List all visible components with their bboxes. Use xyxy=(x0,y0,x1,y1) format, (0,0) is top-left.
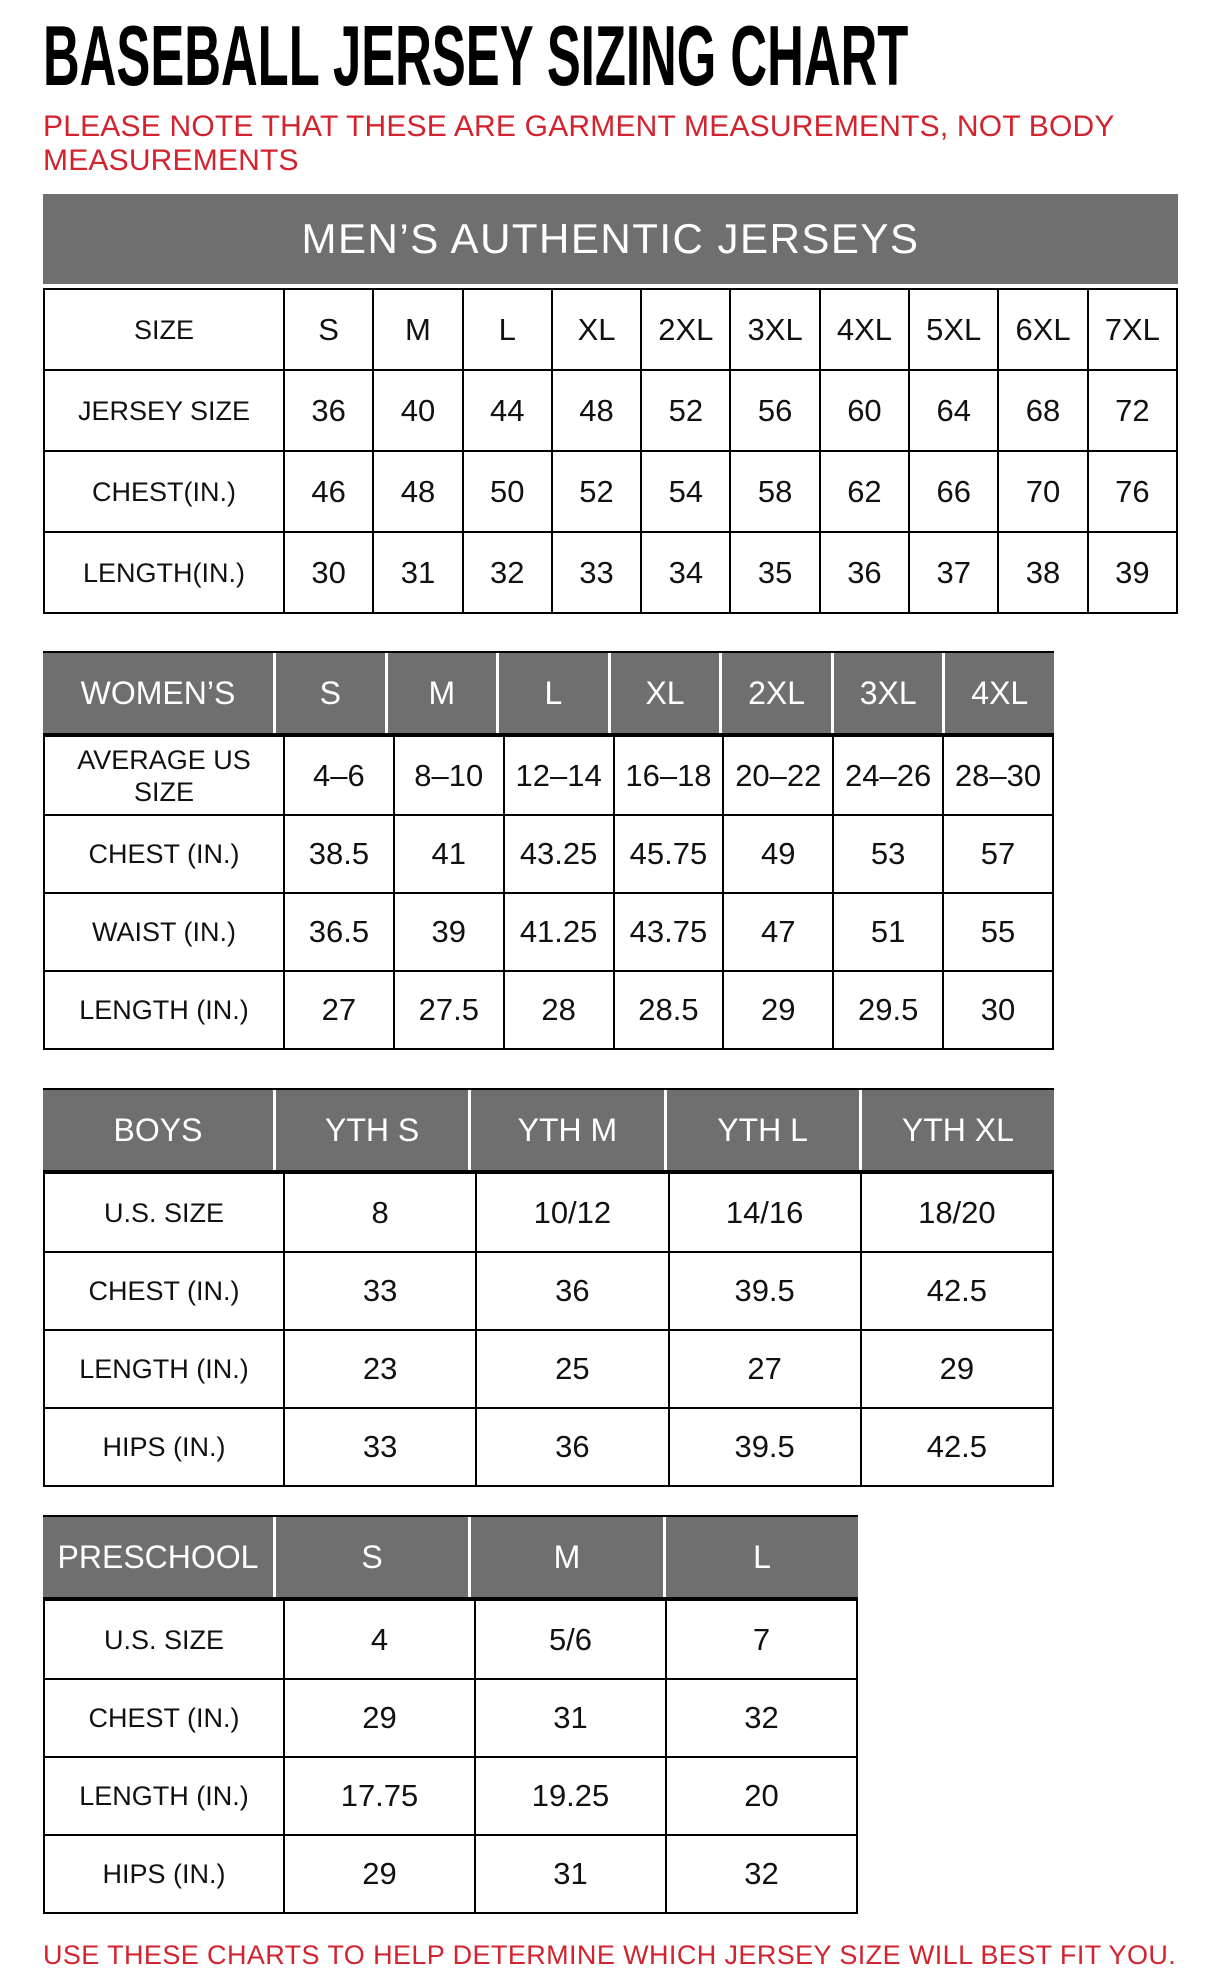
table-cell: 42.5 xyxy=(861,1408,1053,1486)
column-header: S xyxy=(276,653,385,733)
table-cell: 7XL xyxy=(1088,289,1177,370)
row-label: CHEST (IN.) xyxy=(44,1252,284,1330)
table-cell: 7 xyxy=(666,1601,857,1679)
table-cell: 18/20 xyxy=(861,1174,1053,1252)
table-cell: 62 xyxy=(820,451,909,532)
column-header: XL xyxy=(611,653,720,733)
table-cell: 47 xyxy=(723,893,833,971)
table-cell: 36.5 xyxy=(284,893,394,971)
row-label: HIPS (IN.) xyxy=(44,1835,284,1913)
page-title: BASEBALL JERSEY SIZING CHART xyxy=(43,9,909,104)
table-row xyxy=(44,971,1053,1049)
table-cell: 28–30 xyxy=(943,737,1053,815)
table-cell: 12–14 xyxy=(504,737,614,815)
table-cell: 8–10 xyxy=(394,737,504,815)
column-header: YTH L xyxy=(667,1090,859,1170)
row-label: LENGTH (IN.) xyxy=(44,1757,284,1835)
row-label: WAIST (IN.) xyxy=(44,893,284,971)
table-cell: 29.5 xyxy=(833,971,943,1049)
row-label: SIZE xyxy=(44,289,284,370)
column-header: 2XL xyxy=(722,653,831,733)
table-cell: 30 xyxy=(284,532,373,613)
womens-sizing-table xyxy=(43,651,1054,1050)
table-cell: 5/6 xyxy=(475,1601,666,1679)
table-cell: 10/12 xyxy=(476,1174,668,1252)
preschool-table-grid xyxy=(43,1601,858,1914)
table-cell: 72 xyxy=(1088,370,1177,451)
table-cell: 20–22 xyxy=(723,737,833,815)
table-cell: 38 xyxy=(998,532,1087,613)
table-cell: 51 xyxy=(833,893,943,971)
table-row xyxy=(44,532,1177,613)
table-row xyxy=(44,289,1177,370)
table-cell: 16–18 xyxy=(614,737,724,815)
table-cell: XL xyxy=(552,289,641,370)
garment-measurement-note xyxy=(43,110,1220,178)
table-cell: 30 xyxy=(943,971,1053,1049)
column-header: YTH M xyxy=(471,1090,663,1170)
table-row xyxy=(44,370,1177,451)
table-cell: 43.75 xyxy=(614,893,724,971)
table-cell: 50 xyxy=(463,451,552,532)
column-header: L xyxy=(499,653,608,733)
table-row xyxy=(44,1679,857,1757)
table-cell: 76 xyxy=(1088,451,1177,532)
table-cell: 42.5 xyxy=(861,1252,1053,1330)
table-cell: 28.5 xyxy=(614,971,724,1049)
table-cell: 17.75 xyxy=(284,1757,475,1835)
table-cell: 31 xyxy=(373,532,462,613)
table-row xyxy=(44,1408,1053,1486)
table-cell: 55 xyxy=(943,893,1053,971)
table-header-label: BOYS xyxy=(43,1090,273,1170)
table-cell: 49 xyxy=(723,815,833,893)
table-cell: 58 xyxy=(730,451,819,532)
table-cell: 64 xyxy=(909,370,998,451)
note-line-2: MEASUREMENTS xyxy=(43,144,299,177)
table-cell: 48 xyxy=(373,451,462,532)
table-cell: 35 xyxy=(730,532,819,613)
table-cell: 32 xyxy=(666,1835,857,1913)
table-cell: 68 xyxy=(998,370,1087,451)
table-cell: 39.5 xyxy=(669,1408,861,1486)
table-cell: 33 xyxy=(552,532,641,613)
table-row xyxy=(44,1330,1053,1408)
table-cell: 60 xyxy=(820,370,909,451)
table-cell: 46 xyxy=(284,451,373,532)
table-cell: 36 xyxy=(820,532,909,613)
table-cell: 43.25 xyxy=(504,815,614,893)
table-cell: 33 xyxy=(284,1252,476,1330)
preschool-table-body xyxy=(44,1601,857,1913)
table-cell: 36 xyxy=(476,1408,668,1486)
table-cell: 14/16 xyxy=(669,1174,861,1252)
table-cell: 27 xyxy=(669,1330,861,1408)
row-label: AVERAGE US SIZE xyxy=(44,737,284,815)
column-header: 3XL xyxy=(834,653,943,733)
column-header: S xyxy=(276,1517,468,1597)
row-label: CHEST (IN.) xyxy=(44,1679,284,1757)
row-label: HIPS (IN.) xyxy=(44,1408,284,1486)
table-cell: S xyxy=(284,289,373,370)
table-cell: 57 xyxy=(943,815,1053,893)
table-cell: 3XL xyxy=(730,289,819,370)
table-row xyxy=(44,451,1177,532)
mens-table-body xyxy=(44,289,1177,613)
womens-table-grid xyxy=(43,737,1054,1050)
table-cell: 32 xyxy=(666,1679,857,1757)
table-row xyxy=(44,815,1053,893)
table-header-label: WOMEN’S xyxy=(43,653,273,733)
table-cell: 36 xyxy=(476,1252,668,1330)
table-cell: 24–26 xyxy=(833,737,943,815)
table-cell: 39.5 xyxy=(669,1252,861,1330)
table-cell: 6XL xyxy=(998,289,1087,370)
table-cell: 4–6 xyxy=(284,737,394,815)
table-cell: 29 xyxy=(284,1835,475,1913)
table-row xyxy=(44,1835,857,1913)
table-cell: 34 xyxy=(641,532,730,613)
table-cell: M xyxy=(373,289,462,370)
table-cell: 8 xyxy=(284,1174,476,1252)
table-cell: 25 xyxy=(476,1330,668,1408)
table-cell: 29 xyxy=(284,1679,475,1757)
table-row xyxy=(44,1757,857,1835)
table-cell: 27.5 xyxy=(394,971,504,1049)
table-cell: 56 xyxy=(730,370,819,451)
table-row xyxy=(44,893,1053,971)
table-cell: 38.5 xyxy=(284,815,394,893)
table-cell: 52 xyxy=(641,370,730,451)
row-label: LENGTH (IN.) xyxy=(44,971,284,1049)
column-header: YTH XL xyxy=(862,1090,1054,1170)
boys-table-grid xyxy=(43,1174,1054,1487)
preschool-sizing-table xyxy=(43,1515,858,1914)
row-label: CHEST (IN.) xyxy=(44,815,284,893)
note-line-1: PLEASE NOTE THAT THESE ARE GARMENT MEASUREMENTS, NOT BODY xyxy=(43,110,1115,143)
womens-table-header xyxy=(43,651,1054,737)
table-cell: 66 xyxy=(909,451,998,532)
table-cell: 36 xyxy=(284,370,373,451)
column-header: M xyxy=(471,1517,663,1597)
table-cell: L xyxy=(463,289,552,370)
table-row xyxy=(44,737,1053,815)
table-cell: 27 xyxy=(284,971,394,1049)
table-cell: 32 xyxy=(463,532,552,613)
preschool-table-header xyxy=(43,1515,858,1601)
table-cell: 37 xyxy=(909,532,998,613)
table-cell: 4XL xyxy=(820,289,909,370)
womens-table-body xyxy=(44,737,1053,1049)
table-cell: 31 xyxy=(475,1835,666,1913)
column-header: 4XL xyxy=(945,653,1054,733)
table-cell: 29 xyxy=(723,971,833,1049)
table-cell: 19.25 xyxy=(475,1757,666,1835)
table-cell: 20 xyxy=(666,1757,857,1835)
table-cell: 41.25 xyxy=(504,893,614,971)
column-header: M xyxy=(388,653,497,733)
table-cell: 23 xyxy=(284,1330,476,1408)
table-cell: 48 xyxy=(552,370,641,451)
table-cell: 40 xyxy=(373,370,462,451)
table-cell: 70 xyxy=(998,451,1087,532)
table-cell: 41 xyxy=(394,815,504,893)
table-cell: 44 xyxy=(463,370,552,451)
row-label: U.S. SIZE xyxy=(44,1601,284,1679)
table-cell: 5XL xyxy=(909,289,998,370)
table-cell: 54 xyxy=(641,451,730,532)
row-label: LENGTH(IN.) xyxy=(44,532,284,613)
row-label: LENGTH (IN.) xyxy=(44,1330,284,1408)
boys-table-header xyxy=(43,1088,1054,1174)
row-label: CHEST(IN.) xyxy=(44,451,284,532)
table-row xyxy=(44,1601,857,1679)
table-cell: 52 xyxy=(552,451,641,532)
table-header-label: PRESCHOOL xyxy=(43,1517,273,1597)
mens-sizing-table xyxy=(43,288,1178,614)
table-cell: 31 xyxy=(475,1679,666,1757)
table-cell: 33 xyxy=(284,1408,476,1486)
column-header: YTH S xyxy=(276,1090,468,1170)
boys-table-body xyxy=(44,1174,1053,1486)
row-label: JERSEY SIZE xyxy=(44,370,284,451)
table-cell: 53 xyxy=(833,815,943,893)
table-cell: 39 xyxy=(1088,532,1177,613)
boys-sizing-table xyxy=(43,1088,1054,1487)
mens-table-grid xyxy=(43,288,1178,614)
fit-advice-footer: USE THESE CHARTS TO HELP DETERMINE WHICH JERSEY SIZE WILL BEST FIT YOU. xyxy=(43,1940,1177,1970)
mens-table-banner: MEN’S AUTHENTIC JERSEYS xyxy=(43,194,1178,284)
column-header: L xyxy=(666,1517,858,1597)
table-cell: 4 xyxy=(284,1601,475,1679)
table-cell: 2XL xyxy=(641,289,730,370)
table-cell: 39 xyxy=(394,893,504,971)
table-row xyxy=(44,1174,1053,1252)
table-cell: 45.75 xyxy=(614,815,724,893)
table-row xyxy=(44,1252,1053,1330)
table-cell: 28 xyxy=(504,971,614,1049)
row-label: U.S. SIZE xyxy=(44,1174,284,1252)
table-cell: 29 xyxy=(861,1330,1053,1408)
